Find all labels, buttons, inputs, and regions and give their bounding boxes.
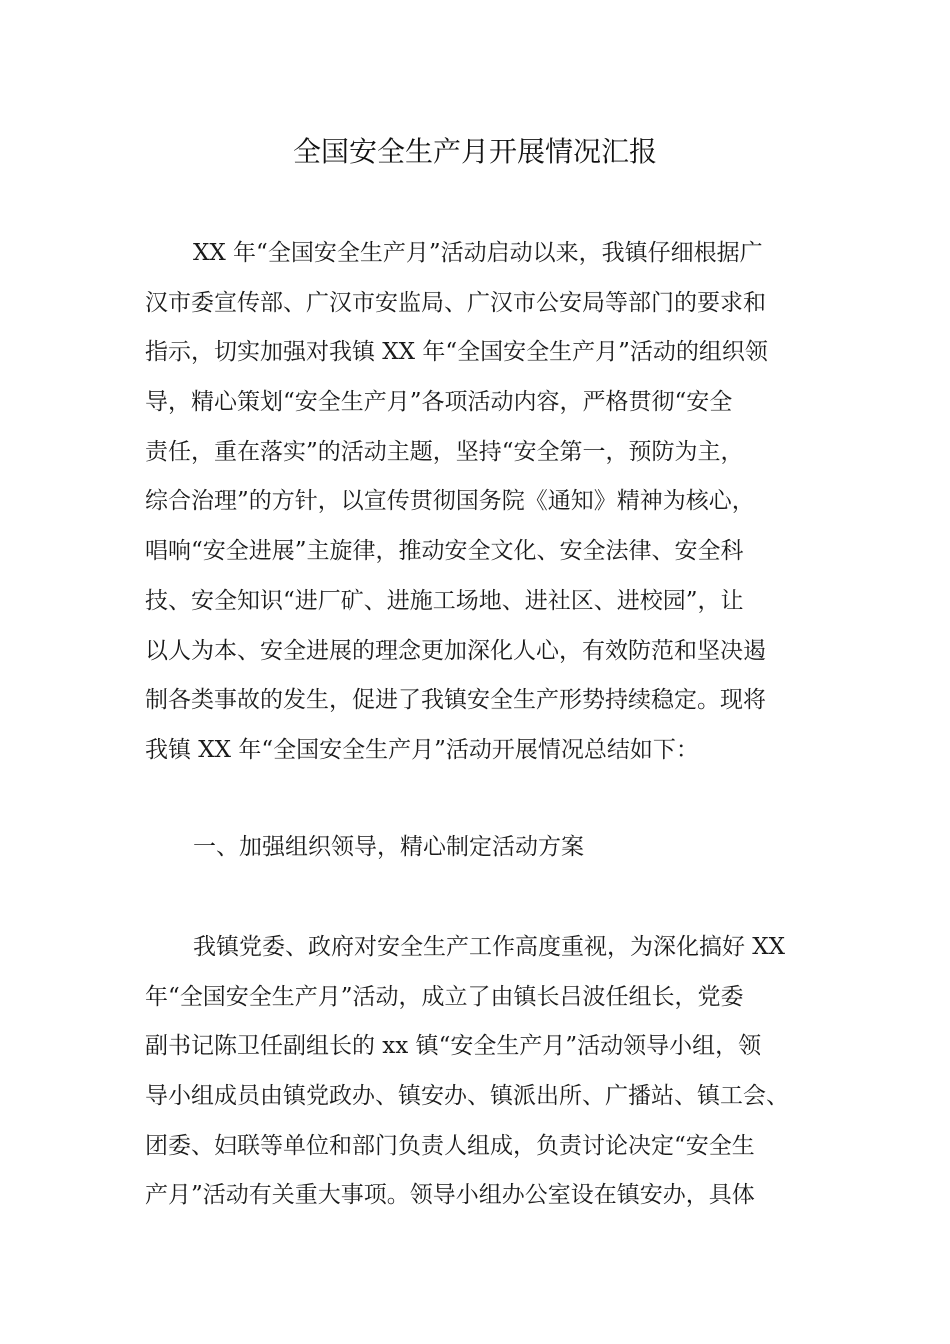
- paragraph-line: 汉市委宣传部、广汉市安监局、广汉市公安局等部门的要求和: [145, 289, 766, 316]
- paragraph-intro: [145, 229, 825, 776]
- section-heading: [145, 823, 825, 873]
- paragraph-line: 责任，重在落实”的活动主题，坚持“安全第一，预防为主，: [145, 438, 744, 465]
- paragraph-line: 导，精心策划“安全生产月”各项活动内容，严格贯彻“安全: [145, 389, 733, 416]
- paragraph-line: XX 年“全国安全生产月”活动启动以来，我镇仔细根据广: [193, 240, 763, 266]
- paragraph-line: 导小组成员由镇党政办、镇安办、镇派出所、广播站、镇工会、: [145, 1083, 789, 1110]
- document-title: 全国安全生产月开展情况汇报: [292, 135, 657, 168]
- paragraph-line: 我镇党委、政府对安全生产工作高度重视，为深化搞好 XX: [193, 934, 786, 960]
- paragraph-line: 以人为本、安全进展的理念更加深化人心，有效防范和坚决遏: [145, 637, 766, 664]
- paragraph-line: 年“全国安全生产月”活动，成立了由镇长吕波任组长，党委: [145, 983, 744, 1010]
- paragraph-line: 综合治理”的方针，以宣传贯彻国务院《通知》精神为核心，: [145, 488, 755, 515]
- paragraph-line: 副书记陈卫任副组长的 xx 镇“安全生产月”活动领导小组，领: [145, 1033, 762, 1060]
- paragraph-line: 我镇 XX 年“全国安全生产月”活动开展情况总结如下：: [145, 736, 699, 763]
- paragraph-line: 唱响“安全进展”主旋律，推动安全文化、安全法律、安全科: [145, 538, 744, 565]
- paragraph-line: 团委、妇联等单位和部门负责人组成，负责讨论决定“安全生: [145, 1132, 755, 1159]
- paragraph-line: 产月”活动有关重大事项。领导小组办公室设在镇安办，具体: [145, 1182, 755, 1209]
- paragraph-line: 制各类事故的发生，促进了我镇安全生产形势持续稳定。现将: [145, 687, 766, 714]
- paragraph-organization: [145, 923, 825, 1221]
- paragraph-line: 技、安全知识“进厂矿、进施工场地、进社区、进校园”，让: [145, 587, 744, 614]
- section-heading-text: 一、加强组织领导，精心制定活动方案: [193, 834, 584, 860]
- paragraph-line: 指示，切实加强对我镇 XX 年“全国安全生产月”活动的组织领: [145, 339, 768, 366]
